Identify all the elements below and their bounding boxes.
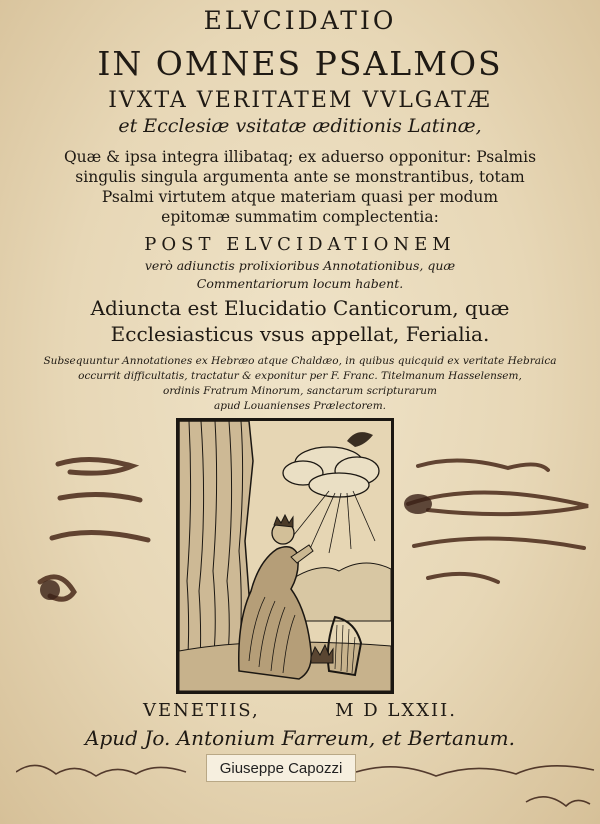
title-line-2: IN OMNES PSALMOS bbox=[97, 44, 503, 83]
post-line-3: Commentariorum locum habent. bbox=[196, 276, 404, 291]
description-line-2: singulis singula argumenta ante se monstrantibus, totam bbox=[75, 168, 525, 186]
imprint-place: VENETIIS, bbox=[143, 700, 260, 721]
imprint-publisher: Apud Jo. Antonium Farreum, et Bertanum. bbox=[85, 726, 515, 750]
title-line-1: ELVCIDATIO bbox=[203, 6, 397, 35]
adiuncta-line-1: Adiuncta est Elucidatio Canticorum, quæ bbox=[90, 296, 510, 320]
title-line-4: et Ecclesiæ vsitatæ æditionis Latinæ, bbox=[118, 115, 482, 137]
post-heading: POST ELVCIDATIONEM bbox=[144, 234, 456, 255]
subsequuntur-line-2: occurrit difficultatis, tractatur & exponitur per F. Franc. Titelmanum Hasselensem, bbox=[78, 370, 522, 382]
owner-stamp bbox=[206, 754, 356, 782]
title-line-3: IVXTA VERITATEM VVLGATÆ bbox=[108, 88, 492, 113]
description-line-4: epitomæ summatim complectentia: bbox=[161, 208, 439, 226]
description-line-1: Quæ & ipsa integra illibataq; ex aduerso opponitur: Psalmis bbox=[63, 148, 537, 166]
owner-name: Giuseppe Capozzi bbox=[219, 759, 343, 777]
ink-deletion-right-icon bbox=[398, 450, 598, 600]
subsequuntur-line-3: ordinis Fratrum Minorum, sanctarum scripturarum bbox=[163, 385, 437, 397]
subsequuntur-line-1: Subsequuntur Annotationes ex Hebræo atque Chaldæo, in quibus quicquid ex veritate Hebraica bbox=[43, 355, 557, 367]
adiuncta-line-2: Ecclesiasticus vsus appellat, Ferialia. bbox=[110, 322, 490, 346]
description-line-3: Psalmi virtutem atque materiam quasi per modum bbox=[101, 188, 499, 206]
imprint-place-year bbox=[0, 700, 600, 721]
ink-deletion-left-icon bbox=[30, 450, 170, 620]
kneeling-king-woodcut-icon bbox=[179, 421, 391, 691]
woodcut-illustration bbox=[176, 418, 394, 694]
subsequuntur-line-4: apud Louanienses Prælectorem. bbox=[213, 400, 387, 412]
imprint-year: M D LXXII. bbox=[335, 700, 457, 721]
post-line-2: verò adiunctis prolixioribus Annotationibus, quæ bbox=[144, 258, 456, 273]
